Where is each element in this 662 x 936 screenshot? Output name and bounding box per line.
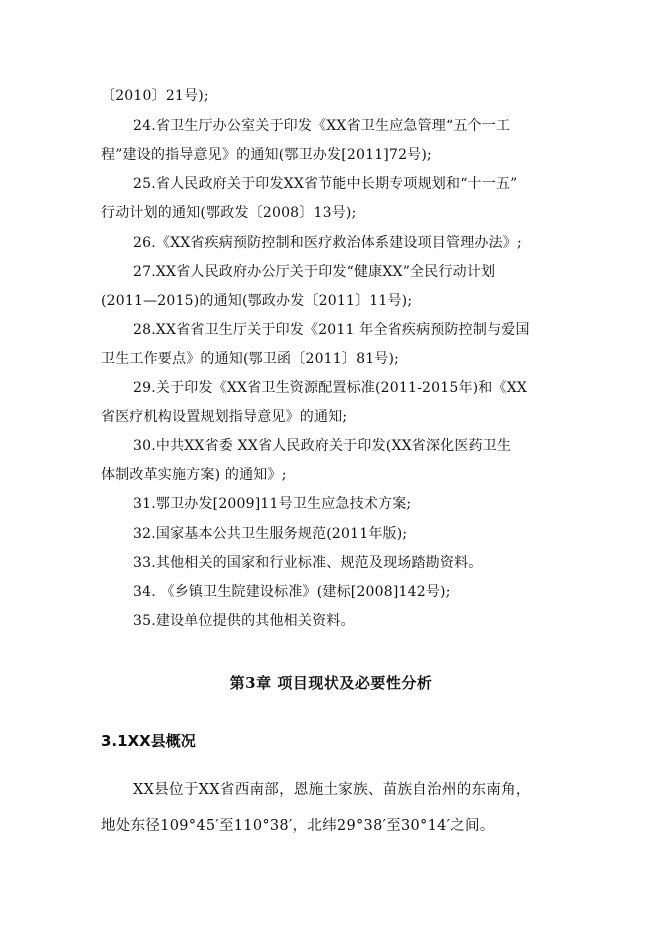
reference-item-33: 33.其他相关的国家和行业标准、规范及现场踏勘资料。 [133,555,483,571]
reference-item-35: 35.建设单位提供的其他相关资料。 [133,613,355,629]
paragraph-line-2: 地处东径109°45′至110°38′，北纬29°38′至30°14′之间。 [101,818,495,834]
reference-item-34: 34. 《乡镇卫生院建设标准》(建标[2008]142号); [133,584,451,600]
chapter-title: 第3章 项目现状及必要性分析 [229,674,433,692]
paragraph-line-1: XX县位于XX省西南部，恩施土家族、苗族自治州的东南角， [133,782,531,798]
reference-line-9: 卫生工作要点》的通知(鄂卫函〔2011〕81号); [101,351,400,367]
reference-line-7: (2011—2015)的通知(鄂政办发〔2011〕11号); [101,293,413,309]
reference-line-0: 〔2010〕21号); [101,88,209,104]
reference-line-13: 体制改革实施方案) 的通知》; [101,467,287,483]
reference-item-30: 30.中共XX省委 XX省人民政府关于印发(XX省深化医药卫生 [133,438,512,454]
reference-item-26: 26.《XX省疾病预防控制和医疗救治体系建设项目管理办法》; [133,235,522,251]
reference-item-24: 24.省卫生厅办公室关于印发《XX省卫生应急管理“五个一工 [133,118,511,134]
reference-line-2: 程”建设的指导意见》的通知(鄂卫办发[2011]72号); [101,147,432,163]
reference-item-27: 27.XX省人民政府办公厅关于印发“健康XX”全民行动计划 [133,264,496,280]
reference-item-28: 28.XX省省卫生厅关于印发《2011 年全省疾病预防控制与爱国 [133,322,530,338]
reference-item-31: 31.鄂卫办发[2009]11号卫生应急技术方案; [133,496,412,512]
reference-item-25: 25.省人民政府关于印发XX省节能中长期专项规划和“十一五” [133,176,518,192]
reference-item-29: 29.关于印发《XX省卫生资源配置标准(2011-2015年)和《XX [133,380,528,396]
reference-line-11: 省医疗机构设置规划指导意见》的通知; [101,409,348,425]
reference-item-32: 32.国家基本公共卫生服务规范(2011年版); [133,526,408,542]
reference-line-4: 行动计划的通知(鄂政发〔2008〕13号); [101,205,357,221]
section-title: 3.1XX县概况 [101,732,196,750]
